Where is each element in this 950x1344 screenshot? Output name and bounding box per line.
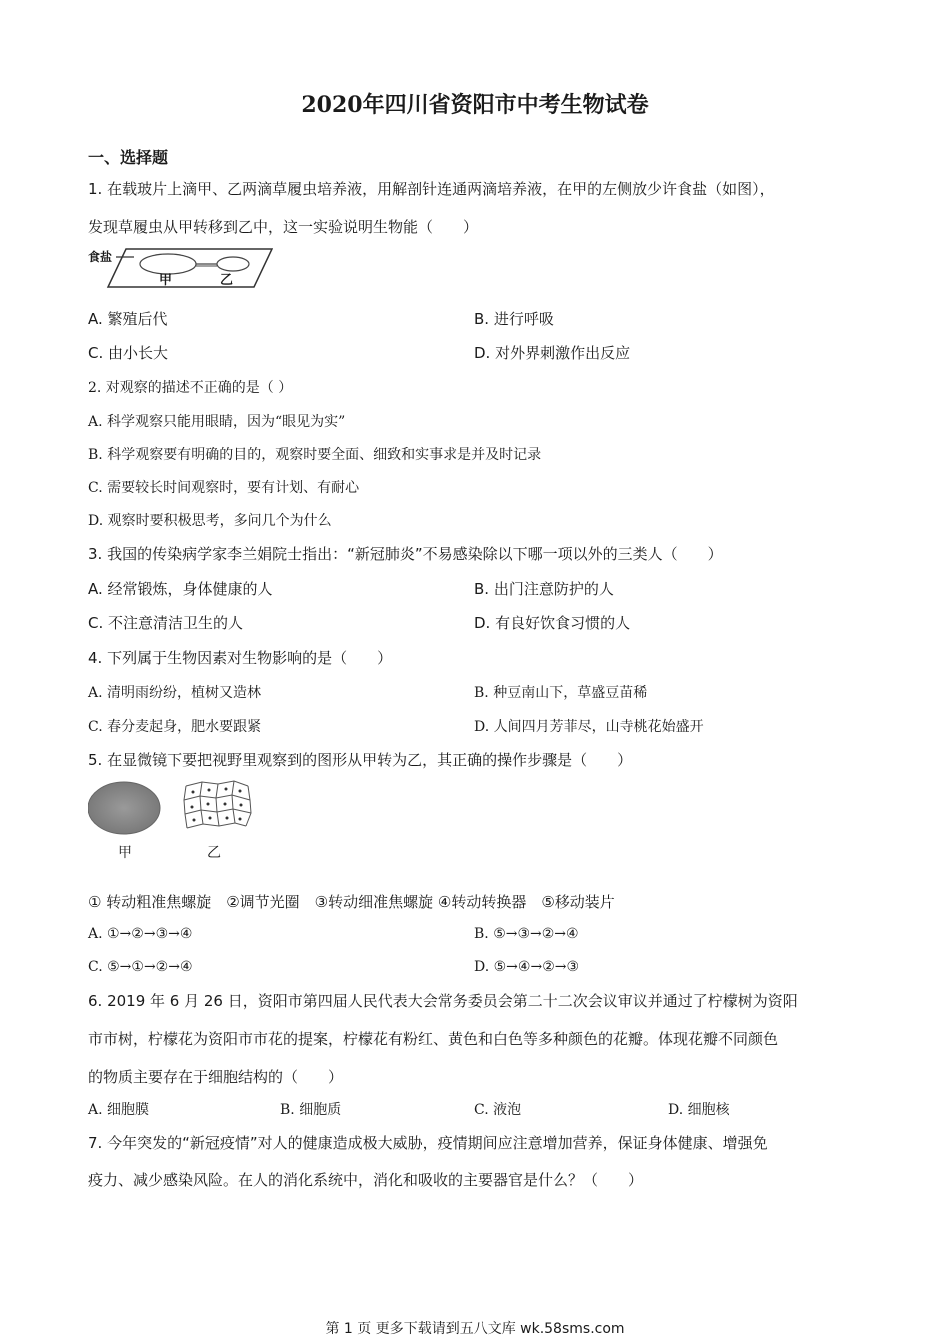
q5-yi-label: 乙 [207, 845, 221, 861]
q2-option-b: B. 科学观察要有明确的目的，观察时要全面、细致和实事求是并及时记录 [88, 447, 542, 463]
q2-option-c: C. 需要较长时间观察时，要有计划、有耐心 [88, 480, 360, 496]
q6-stem-line1: 6. 2019 年 6 月 26 日，资阳市第四届人民代表大会常务委员会第二十二次会议审议并通过了柠檬树为资阳 [88, 992, 798, 1010]
section-heading: 一、选择题 [88, 148, 169, 167]
q3-option-a: A. 经常锻炼，身体健康的人 [88, 580, 273, 598]
q6-stem-line2: 市市树，柠檬花为资阳市市花的提案，柠檬花有粉红、黄色和白色等多种颜色的花瓣。体现花瓣不同颜色 [88, 1030, 779, 1048]
yi-label: 乙 [220, 273, 234, 288]
q6-option-d: D. 细胞核 [668, 1102, 730, 1118]
q7-stem-line1: 7. 今年突发的“新冠疫情”对人的健康造成极大威胁，疫情期间应注意增加营养，保证身体健康、增强免 [88, 1134, 768, 1152]
q5-stem: 5. 在显微镜下要把视野里观察到的图形从甲转为乙，其正确的操作步骤是（ ） [88, 751, 633, 769]
q5-option-b: B. ⑤→③→②→④ [474, 926, 579, 942]
q7-stem-line2: 疫力、减少感染风险。在人的消化系统中，消化和吸收的主要器官是什么？（ ） [88, 1171, 644, 1189]
q5-option-c: C. ⑤→①→②→④ [88, 959, 193, 975]
q1-option-a: A. 繁殖后代 [88, 310, 168, 328]
q6-stem-line3: 的物质主要存在于细胞结构的（ ） [88, 1068, 344, 1086]
q3-stem: 3. 我国的传染病学家李兰娟院士指出：“新冠肺炎”不易感染除以下哪一项以外的三类人（ ） [88, 545, 723, 563]
q6-option-b: B. 细胞质 [280, 1102, 342, 1118]
q5-jia-label: 甲 [118, 845, 132, 861]
q2-option-a: A. 科学观察只能用眼睛，因为“眼见为实” [88, 414, 346, 430]
blurred-field-jia [88, 782, 160, 834]
q1-slide-diagram [88, 244, 273, 292]
q1-option-d: D. 对外界刺激作出反应 [474, 344, 631, 362]
q4-option-c: C. 春分麦起身，肥水要跟紧 [88, 719, 262, 735]
page-footer: 第 1 页 更多下载请到五八文库 wk.58sms.com [325, 1321, 625, 1337]
q1-stem-line2: 发现草履虫从甲转移到乙中，这一实验说明生物能（ ） [88, 218, 479, 236]
q3-option-d: D. 有良好饮食习惯的人 [474, 614, 631, 632]
glass-slide-shape [108, 249, 272, 287]
q5-option-a: A. ①→②→③→④ [88, 926, 193, 942]
q1-stem-line1: 1. 在载玻片上滴甲、乙两滴草履虫培养液，用解剖针连通两滴培养液，在甲的左侧放少许食盐（如图）， [88, 180, 775, 198]
q2-stem: 2. 对观察的描述不正确的是（ ） [88, 380, 293, 396]
q6-option-c: C. 液泡 [474, 1102, 522, 1118]
q5-field-diagram [88, 778, 263, 838]
q5-microscope-figure [88, 778, 263, 864]
q2-option-d: D. 观察时要积极思考，多问几个为什么 [88, 513, 332, 529]
q1-option-b: B. 进行呼吸 [474, 310, 554, 328]
jia-label: 甲 [159, 273, 173, 288]
q5-steps: ① 转动粗准焦螺旋 ②调节光圈 ③转动细准焦螺旋 ④转动转换器 ⑤移动装片 [88, 893, 615, 911]
q4-stem: 4. 下列属于生物因素对生物影响的是（ ） [88, 649, 393, 667]
q6-option-a: A. 细胞膜 [88, 1102, 150, 1118]
q4-option-a: A. 清明雨纷纷，植树又造林 [88, 685, 262, 701]
page-title: 2020年四川省资阳市中考生物试卷 [301, 92, 649, 118]
q5-option-d: D. ⑤→④→②→③ [474, 959, 580, 975]
q3-option-b: B. 出门注意防护的人 [474, 580, 614, 598]
salt-label: 食盐 [88, 250, 113, 264]
q1-slide-figure [88, 244, 273, 292]
q4-option-d: D. 人间四月芳菲尽，山寺桃花始盛开 [474, 719, 704, 735]
q3-option-c: C. 不注意清洁卫生的人 [88, 614, 244, 632]
q1-option-c: C. 由小长大 [88, 344, 169, 362]
q4-option-b: B. 种豆南山下，草盛豆苗稀 [474, 685, 648, 701]
